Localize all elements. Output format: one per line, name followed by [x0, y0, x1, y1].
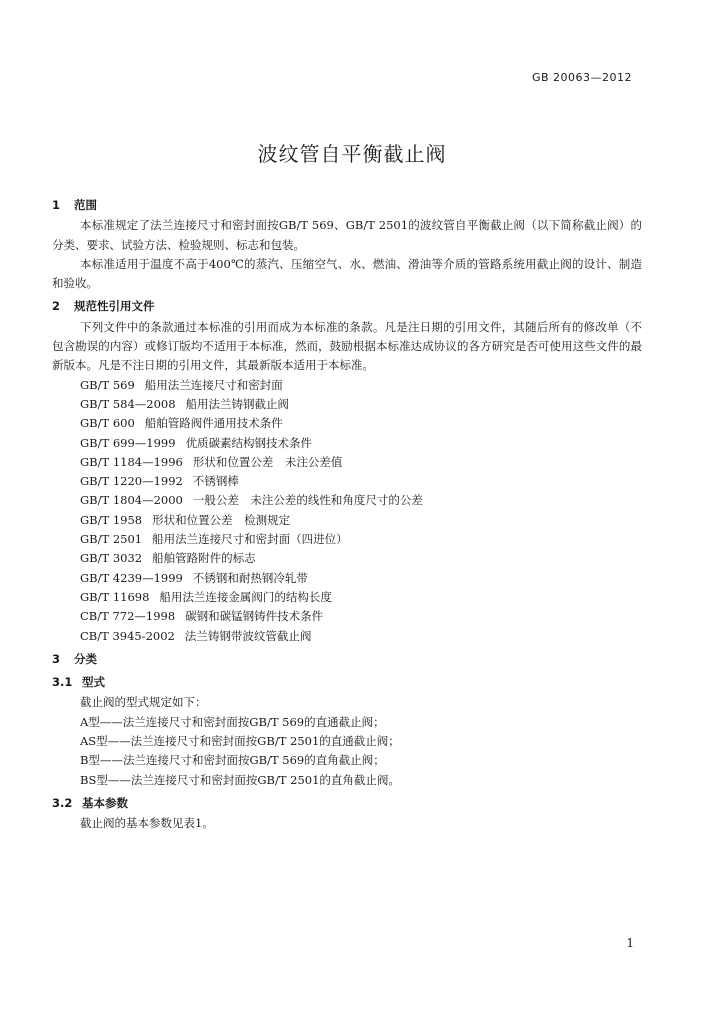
reference-name: 船用法兰连接金属阀门的结构长度 [159, 589, 332, 604]
section-title: 规范性引用文件 [74, 299, 155, 314]
reference-item [52, 607, 642, 626]
section-title: 分类 [74, 651, 97, 666]
type-item: BS型——法兰连接尺寸和密封面按GB/T 2501的直角截止阀。 [80, 772, 400, 787]
reference-code: GB/T 11698 [80, 589, 150, 604]
subsection-title: 型式 [82, 675, 105, 690]
subsection-title: 基本参数 [82, 795, 128, 810]
reference-item [52, 472, 642, 491]
subsection-number: 3.1 [52, 675, 73, 690]
reference-code: GB/T 1220—1992 [80, 474, 183, 489]
reference-item [52, 530, 642, 549]
document-body [52, 192, 642, 834]
type-list [52, 713, 642, 790]
subsection-3-2-heading [52, 794, 642, 813]
reference-code: GB/T 2501 [80, 532, 143, 547]
section-number: 2 [52, 299, 61, 314]
section-1-heading [52, 196, 642, 215]
standard-code: GB 20063—2012 [531, 71, 632, 84]
subsection-intro: 截止阀的型式规定如下： [80, 695, 207, 710]
section-2-heading [52, 297, 642, 316]
reference-list [52, 376, 642, 646]
type-item: B型——法兰连接尺寸和密封面按GB/T 569的直角截止阀； [80, 753, 385, 768]
reference-name: 船舶管路阀件通用技术条件 [144, 416, 283, 431]
reference-item [52, 376, 642, 395]
reference-code: CB/T 772—1998 [80, 609, 176, 624]
reference-name: 碳钢和碳锰钢铸件技术条件 [185, 609, 324, 624]
reference-item [52, 569, 642, 588]
reference-name: 船用法兰连接尺寸和密封面 [144, 377, 283, 392]
reference-name: 优质碳素结构钢技术条件 [185, 435, 313, 450]
reference-code: GB/T 1184—1996 [80, 454, 183, 469]
reference-item [52, 627, 642, 646]
subsection-number: 3.2 [52, 795, 73, 810]
reference-code: GB/T 584—2008 [80, 396, 176, 411]
reference-item [52, 511, 642, 530]
reference-name: 船舶管路附件的标志 [152, 551, 256, 566]
section-number: 3 [52, 651, 61, 666]
reference-code: GB/T 569 [80, 377, 135, 392]
paragraph: 本标准适用于温度不高于400℃的蒸汽、压缩空气、水、燃油、滑油等介质的管路系统用截止阀的设计、制造和验收。 [52, 256, 642, 291]
reference-code: GB/T 699—1999 [80, 435, 176, 450]
reference-name: 不锈钢棒 [192, 474, 239, 489]
reference-name: 船用法兰连接尺寸和密封面（四进位） [152, 532, 348, 547]
page-number: 1 [626, 936, 634, 950]
reference-name: 一般公差 未注公差的线性和角度尺寸的公差 [192, 493, 423, 508]
reference-item [52, 434, 642, 453]
reference-name: 法兰铸钢带波纹管截止阀 [184, 628, 312, 643]
reference-code: GB/T 1958 [80, 512, 143, 527]
subsection-3-1-heading [52, 673, 642, 692]
type-item: AS型——法兰连接尺寸和密封面按GB/T 2501的直通截止阀； [80, 734, 400, 749]
reference-code: CB/T 3945-2002 [80, 628, 175, 643]
reference-code: GB/T 600 [80, 416, 135, 431]
document-title: 波纹管自平衡截止阀 [257, 142, 447, 166]
reference-item [52, 491, 642, 510]
reference-name: 船用法兰铸钢截止阀 [185, 396, 290, 411]
reference-item [52, 588, 642, 607]
reference-name: 形状和位置公差 未注公差值 [192, 454, 343, 469]
section-title: 范围 [74, 198, 97, 212]
reference-item [52, 549, 642, 568]
paragraph: 下列文件中的条款通过本标准的引用而成为本标准的条款。凡是注日期的引用文件，其随后所有的修改单（不包含勘误的内容）或修订版均不适用于本标准，然而，鼓励根据本标准达成协议的各方研究是否可使用这些文件的最新版本。凡是不注日期的引用文件，其最新版本适用于本标准。 [52, 319, 642, 373]
reference-item [52, 453, 642, 472]
reference-name: 形状和位置公差 检测规定 [152, 512, 291, 527]
reference-name: 不锈钢和耐热钢冷轧带 [192, 570, 308, 585]
reference-item [52, 414, 642, 433]
reference-code: GB/T 1804—2000 [80, 493, 183, 508]
type-item: A型——法兰连接尺寸和密封面按GB/T 569的直通截止阀； [80, 714, 385, 729]
reference-code: GB/T 3032 [80, 551, 143, 566]
subsection-intro: 截止阀的基本参数见表1。 [80, 816, 214, 831]
section-3-heading [52, 650, 642, 669]
section-number: 1 [52, 198, 61, 212]
reference-item [52, 395, 642, 414]
reference-code: GB/T 4239—1999 [80, 570, 183, 585]
paragraph: 本标准规定了法兰连接尺寸和密封面按GB/T 569、GB/T 2501的波纹管自平衡截止阀（以下简称截止阀）的分类、要求、试验方法、检验规则、标志和包装。 [52, 218, 642, 252]
